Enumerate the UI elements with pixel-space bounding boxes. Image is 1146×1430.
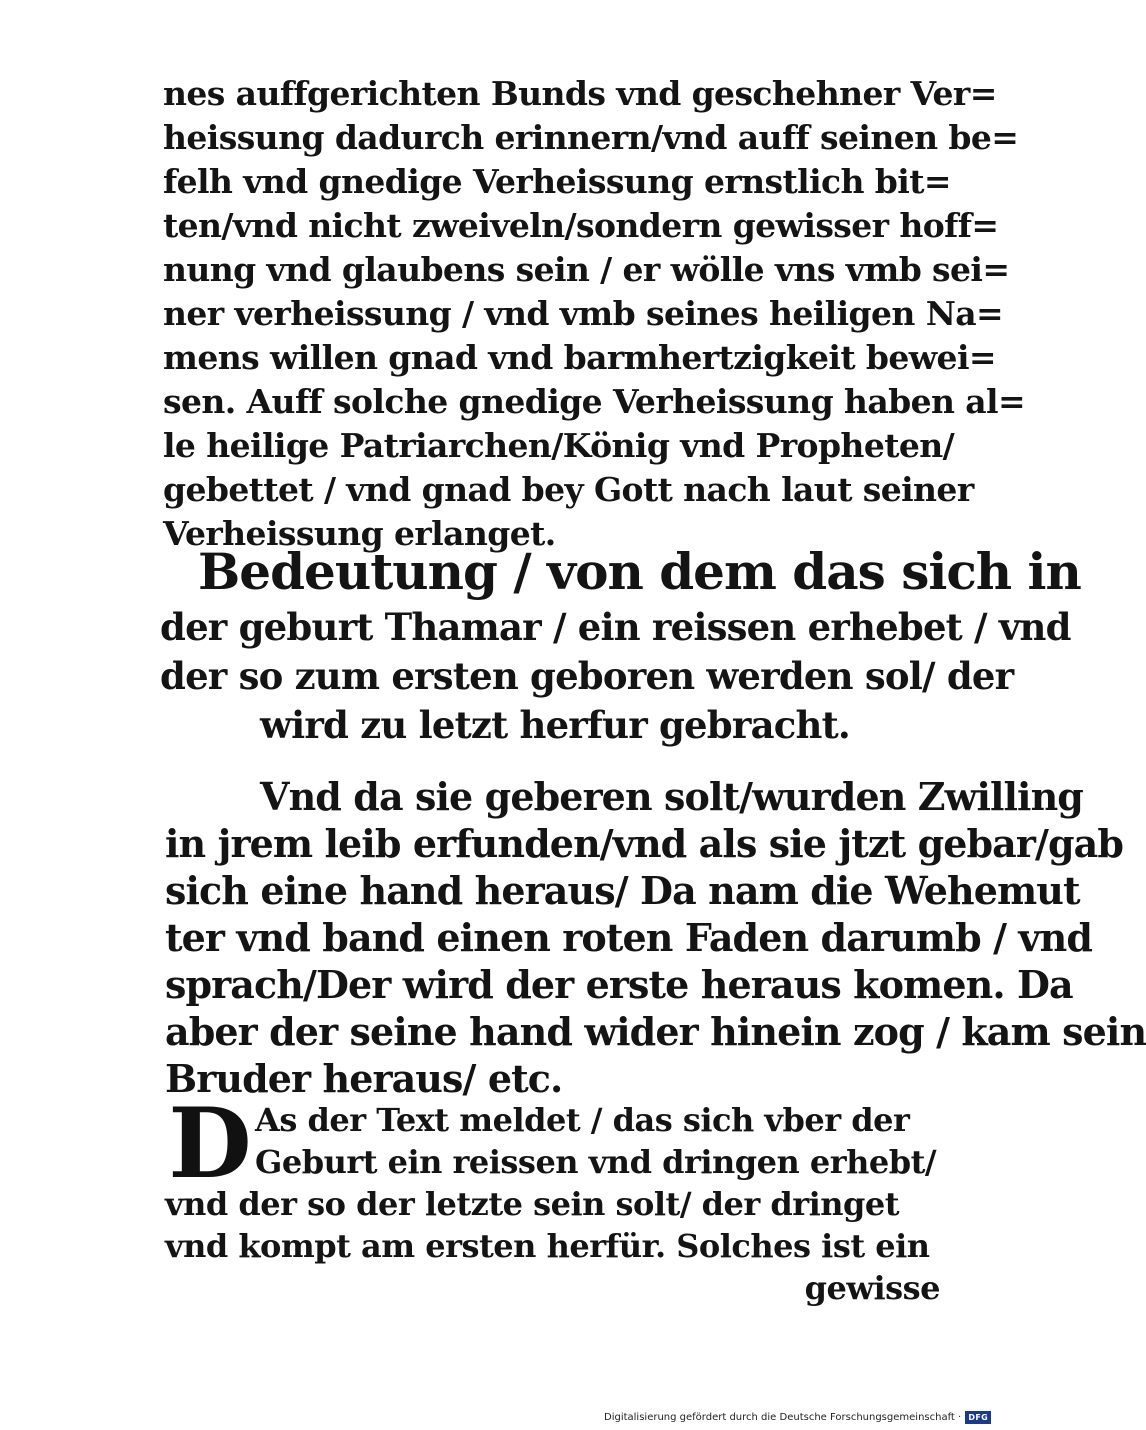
text-line: Bruder heraus/ etc. — [165, 1056, 563, 1101]
text-line: vnd der so der letzte sein solt/ der dringet — [165, 1185, 900, 1223]
text-line: sen. Auff solche gnedige Verheissung haben al= — [163, 382, 1026, 421]
text-line: nung vnd glaubens sein / er wölle vns vmb sei= — [163, 250, 1010, 289]
text-line: gebettet / vnd gnad bey Gott nach laut seiner — [163, 470, 974, 509]
footer-credit: Digitalisierung gefördert durch die Deutsche Forschungsgemeinschaft · — [604, 1411, 962, 1423]
text-line: vnd kompt am ersten herfür. Solches ist ein — [165, 1227, 930, 1265]
text-line: felh vnd gnedige Verheissung ernstlich bit= — [163, 162, 951, 201]
dfg-logo-icon: DFG — [965, 1411, 991, 1424]
scripture-quote — [165, 774, 1146, 1103]
text-line: Verheissung erlanget. — [163, 514, 556, 553]
text-line: Geburt ein reissen vnd dringen erhebt/ — [255, 1143, 937, 1181]
text-line: aber der seine hand wider hinein zog / kam sein — [165, 1009, 1146, 1054]
text-line: sprach/Der wird der erste heraus komen. Da — [165, 962, 1073, 1007]
text-line: Vnd da sie geberen solt/wurden Zwilling — [260, 774, 1083, 819]
text-line: sich eine hand heraus/ Da nam die Wehemut — [165, 868, 1080, 913]
heading-line: wird zu letzt herfur gebracht. — [260, 703, 850, 747]
text-line: heissung dadurch erinnern/vnd auff seinen be= — [163, 118, 1019, 157]
text-line: ter vnd band einen roten Faden darumb / vnd — [165, 915, 1092, 960]
catchword: gewisse — [804, 1269, 940, 1307]
paragraph-1 — [163, 72, 1026, 556]
heading-line: Bedeutung / von dem das sich in — [198, 542, 1081, 601]
digitization-footer — [604, 1409, 991, 1425]
text-line: ner verheissung / vnd vmb seines heiligen Na= — [163, 294, 1004, 333]
text-line: As der Text meldet / das sich vber der — [255, 1101, 910, 1139]
text-line: mens willen gnad vnd barmhertzigkeit bewei= — [163, 338, 996, 377]
heading-line: der so zum ersten geboren werden sol/ der — [160, 654, 1014, 698]
paragraph-3 — [165, 1087, 965, 1310]
heading-line: der geburt Thamar / ein reissen erhebet / vnd — [160, 605, 1071, 649]
text-line: ten/vnd nicht zweiveln/sondern gewisser hoff= — [163, 206, 999, 245]
text-line: le heilige Patriarchen/König vnd Propheten/ — [163, 426, 955, 465]
text-line: in jrem leib erfunden/vnd als sie jtzt gebar/gab — [165, 821, 1124, 866]
drop-cap-initial: D — [168, 1087, 252, 1200]
text-line: nes auffgerichten Bunds vnd geschehner Ver= — [163, 74, 997, 113]
section-heading — [160, 542, 1081, 751]
